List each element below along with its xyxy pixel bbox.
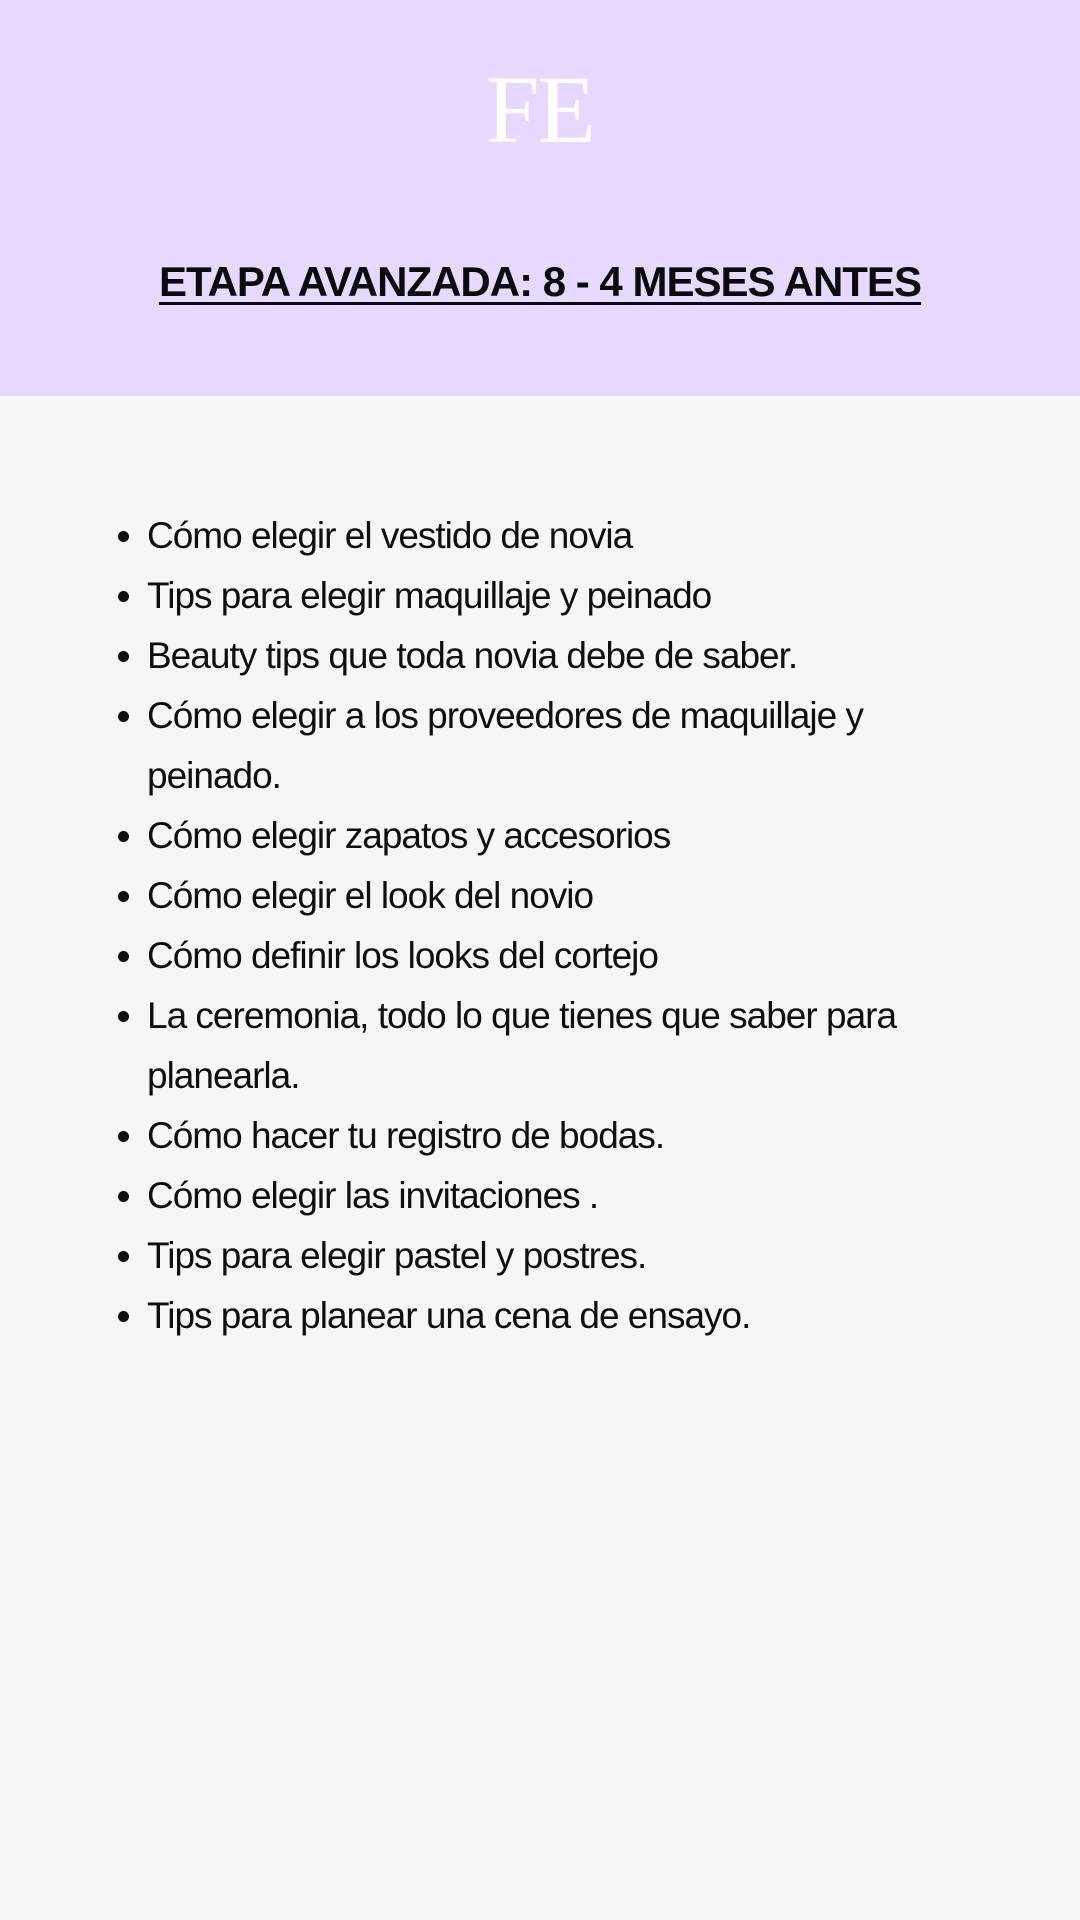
list-item: • Tips para elegir pastel y postres. — [147, 1226, 927, 1286]
list-item: • Beauty tips que toda novia debe de saber. — [147, 626, 927, 686]
topics-list — [0, 506, 927, 1346]
list-item: • Cómo elegir el look del novio — [147, 866, 927, 926]
list-item: • Tips para planear una cena de ensayo. — [147, 1286, 927, 1346]
header-banner — [0, 0, 1080, 396]
list-item: • Cómo elegir las invitaciones . — [147, 1166, 927, 1226]
logo: FE — [485, 56, 595, 163]
list-item: • La ceremonia, todo lo que tienes que saber para planearla. — [147, 986, 927, 1106]
list-item: • Tips para elegir maquillaje y peinado — [147, 566, 927, 626]
page-title: ETAPA AVANZADA: 8 - 4 MESES ANTES — [159, 258, 921, 305]
list-item: • Cómo definir los looks del cortejo — [147, 926, 927, 986]
topics-section — [0, 506, 1080, 1346]
list-item: • Cómo elegir el vestido de novia — [147, 506, 927, 566]
list-item: • Cómo hacer tu registro de bodas. — [147, 1106, 927, 1166]
list-item: • Cómo elegir zapatos y accesorios — [147, 806, 927, 866]
list-item: • Cómo elegir a los proveedores de maquillaje y peinado. — [147, 686, 927, 806]
